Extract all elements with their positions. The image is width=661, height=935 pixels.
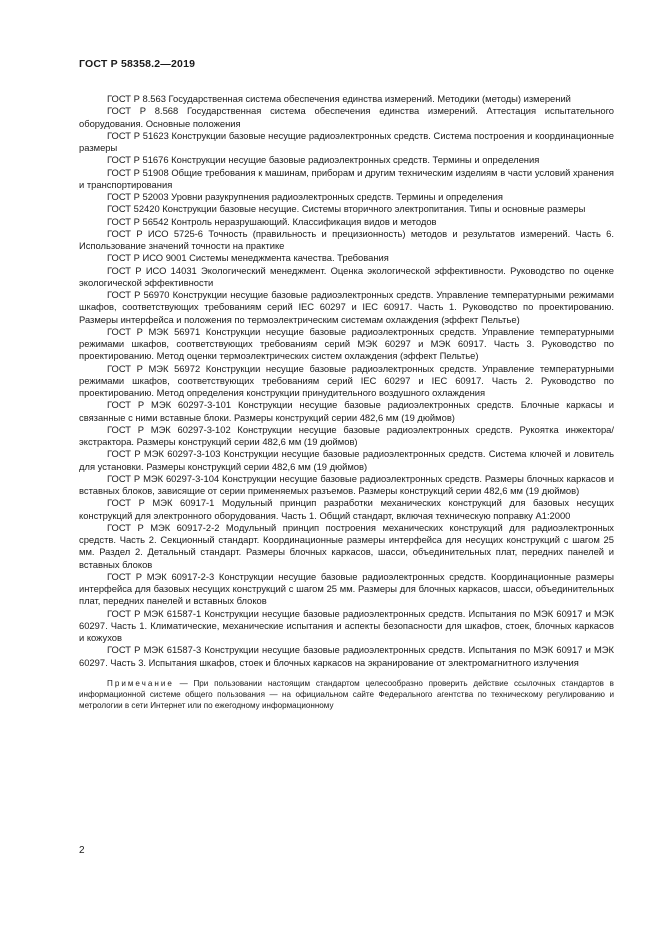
reference-item: ГОСТ Р МЭК 60917-2-3 Конструкции несущие базовые радиоэлектронных средств. Координационные размеры интерфейса для базовых несущих конструкций с шагом 25 мм. Размеры для блочных каркасов, шасси, объединительных плат, передних панелей и вставных блоков [79, 570, 614, 607]
reference-item: ГОСТ Р МЭК 60297-3-102 Конструкции несущие базовые радиоэлектронных средств. Рукоятка инжектора/экстрактора. Размеры конструкций серии 482,6 мм (19 дюймов) [79, 423, 614, 447]
reference-item: ГОСТ Р МЭК 60297-3-101 Конструкции несущие базовые радиоэлектронных средств. Блочные каркасы и связанные с ними вставные блоки. Размеры конструкций серии 482,6 мм (19 дюймов) [79, 399, 614, 423]
reference-item: ГОСТ Р 8.568 Государственная система обеспечения единства измерений. Аттестация испытательного оборудования. Основные положения [79, 105, 614, 129]
reference-item: ГОСТ Р 56542 Контроль неразрушающий. Классификация видов и методов [107, 215, 437, 227]
reference-item: ГОСТ Р ИСО 9001 Системы менеджмента качества. Требования [107, 252, 389, 264]
reference-item: ГОСТ Р МЭК 56972 Конструкции несущие базовые радиоэлектронных средств. Управление температурными режимами шкафов, соответствующих требованиям серий IEC 60297 и IEC 60917. Часть 2. Руководство по проектированию. Метод определения конструкции принудительного воздушного охлаждения [79, 362, 614, 398]
reference-item: ГОСТ Р 51676 Конструкции несущие базовые радиоэлектронных средств. Термины и определения [107, 154, 540, 166]
reference-item: ГОСТ Р МЭК 60917-2-2 Модульный принцип построения механических конструкций для радиоэлектронных средств. Часть 2. Секционный стандарт. Координационные размеры интерфейса для несущих конструкций с шагом 25 мм. Раздел 2. Детальный стандарт. Размеры блочных каркасов, шасси, объединительных плат, передних панелей и вставных блоков [79, 521, 614, 570]
note-paragraph [79, 678, 614, 711]
reference-item: ГОСТ Р МЭК 60917-1 Модульный принцип разработки механических конструкций для базовых несущих конструкций для электронного оборудования. Часть 1. Общий стандарт, включая техническую поправку А1:2000 [79, 497, 614, 521]
document-header: ГОСТ Р 58358.2—2019 [79, 58, 196, 70]
reference-item: ГОСТ Р МЭК 56971 Конструкции несущие базовые радиоэлектронных средств. Управление температурными режимами шкафов, соответствующих требованиям серий МЭК 60297 и МЭК 60917. Часть 3. Руководство по проектированию. Метод оценки термоэлектрических систем охлаждения (эффект Пельтье) [79, 325, 614, 362]
reference-item: ГОСТ Р ИСО 5725-6 Точность (правильность и прецизионность) методов и результатов измерений. Часть 6. Использование значений точности на практике [79, 227, 614, 251]
page-number: 2 [79, 845, 85, 856]
reference-item: ГОСТ Р ИСО 14031 Экологический менеджмент. Оценка экологической эффективности. Руководство по оценке экологической эффективности [79, 264, 614, 288]
reference-item: ГОСТ Р 51623 Конструкции базовые несущие радиоэлектронных средств. Система построения и координационные размеры [79, 129, 614, 153]
reference-item: ГОСТ Р МЭК 60297-3-103 Конструкции несущие базовые радиоэлектронных средств. Система ключей и ловитель для установки. Размеры конструкций серии 482,6 мм (19 дюймов) [79, 448, 614, 472]
reference-item: ГОСТ Р МЭК 61587-1 Конструкции несущие базовые радиоэлектронных средств. Испытания по МЭК 60917 и МЭК 60297. Часть 1. Климатические, механические испытания и аспекты безопасности для шкафов, стоек, блочных каркасов и кожухов [79, 607, 614, 643]
reference-item: ГОСТ Р МЭК 61587-3 Конструкции несущие базовые радиоэлектронных средств. Испытания по МЭК 60917 и МЭК 60297. Часть 3. Испытания шкафов, стоек и блочных каркасов на экранирование от электромагнитного излучения [79, 644, 614, 668]
reference-item: ГОСТ Р 56970 Конструкции несущие базовые радиоэлектронных средств. Управление температурными режимами шкафов, соответствующих требованиям серий IEC 60297 и IEC 60917. Часть 1. Руководство по проектированию. Размеры интерфейса и положения по термоэлектрическим системам охлаждения (эффект Пельтье) [79, 289, 614, 325]
normative-references [79, 93, 614, 711]
reference-item: ГОСТ Р МЭК 60297-3-104 Конструкции несущие базовые радиоэлектронных средств. Размеры блочных каркасов и вставных блоков, зависящие от серии применяемых разъемов. Размеры конструкций серии 482,6 мм (19 дюймов) [79, 472, 614, 496]
note-text: — При пользовании настоящим стандартом целесообразно проверить действие ссылочных стандартов в информационной системе общего пользования — на официальном сайте Федерального агентства по техническому регулированию и метрологии в сети Интернет или по ежегодному информационному [79, 678, 614, 710]
reference-item: ГОСТ Р 51908 Общие требования к машинам, приборам и другим техническим изделиям в части условий хранения и транспортирования [79, 166, 614, 190]
note-label: Примечание [107, 678, 174, 688]
reference-item: ГОСТ Р 8.563 Государственная система обеспечения единства измерений. Методики (методы) измерений [107, 93, 571, 104]
reference-item: ГОСТ 52420 Конструкции базовые несущие. Системы вторичного электропитания. Типы и основные размеры [107, 203, 586, 215]
reference-item: ГОСТ Р 52003 Уровни разукрупнения радиоэлектронных средств. Термины и определения [107, 191, 503, 202]
